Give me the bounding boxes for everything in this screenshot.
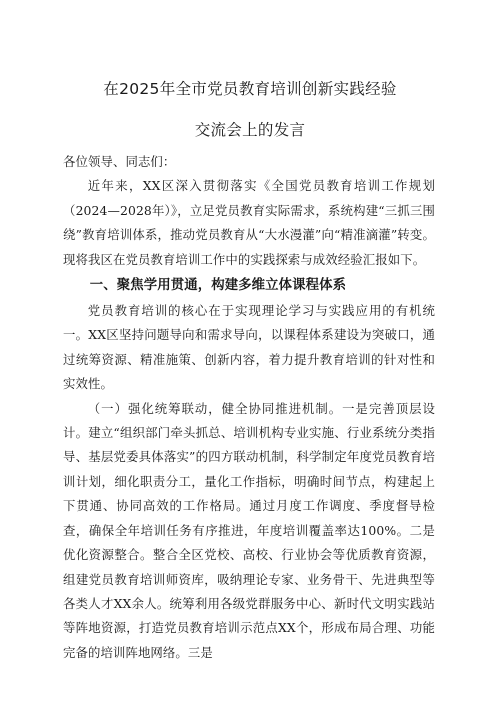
document-subtitle: 交流会上的发言 (194, 121, 306, 139)
document-title: 在2025年全市党员教育培训创新实践经验 (103, 80, 397, 98)
body-paragraph: 党员教育培训的核心在于实现理论学习与实践应用的有机统一。XX区坚持问题导向和需求导向，以课程体系建设为突破口，通过统筹资源、精准施策、创新内容，着力提升教育培训的针对性和实效性。 (63, 303, 435, 392)
salutation: 各位领导、同志们： (63, 154, 176, 169)
section-heading: 一、聚焦学用贯通，构建多维立体课程体系 (89, 278, 347, 294)
document-body (63, 150, 435, 665)
body-paragraph: （一）强化统筹联动，健全协同推进机制。一是完善顶层设计。建立“组织部门牵头抓总、培训机构专业实施、行业系统分类指导、基层党委具体落实”的四方联动机制，科学制定年度党员教育培训计划，细化职责分工，量化工作指标，明确时间节点，构建起上下贯通、协同高效的工作格局。通过月度工作调度、季度督导检查，确保全年培训任务有序推进，年度培训覆盖率达100%。二是优化资源整合。整合全区党校、高校、行业协会等优质教育资源，组建党员教育培训师资库，吸纳理论专家、业务骨干、先进典型等各类人才XX余人。统筹利用各级党群服务中心、新时代文明实践站等阵地资源，打造党员教育培训示范点XX个，形成布局合理、功能完备的培训阵地网络。三是 (63, 400, 435, 660)
intro-paragraph: 近年来，XX区深入贯彻落实《全国党员教育培训工作规划（2024—2028年）》，立足党员教育实际需求，系统构建“三抓三围绕”教育培训体系，推动党员教育从“大水漫灌”向“精准滴灌”转变。现将我区在党员教育培训工作中的实践探索与成效经验汇报如下。 (63, 178, 435, 267)
